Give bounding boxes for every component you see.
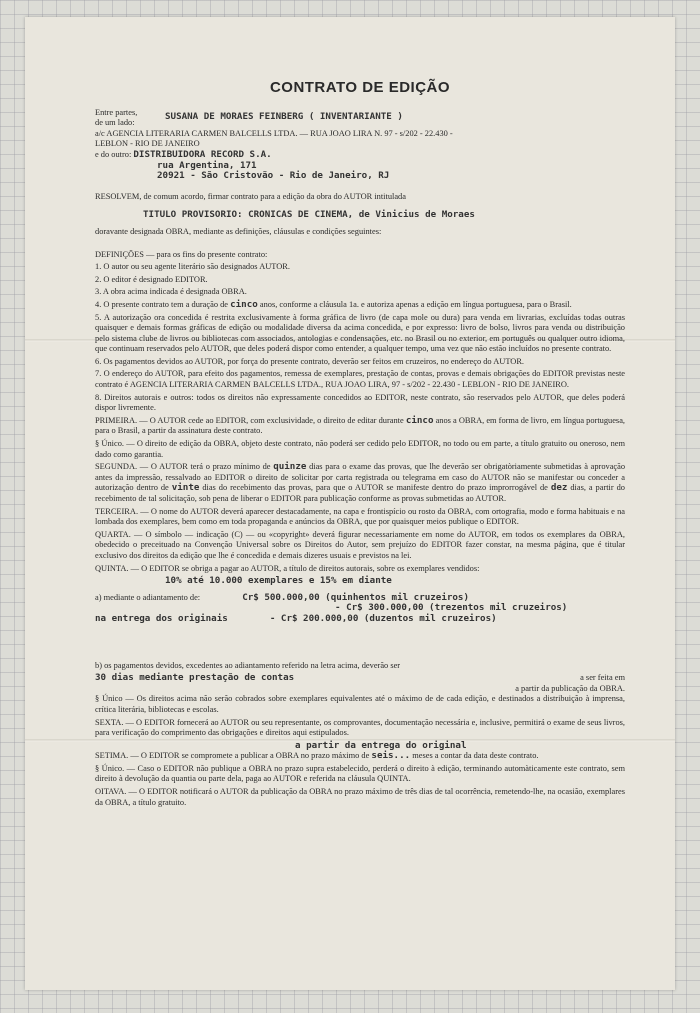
clause-oitava: OITAVA. — O EDITOR notificará o AUTOR da publicação da OBRA no prazo máximo de três dias de tal ocorrência, remetendo-lhe, na ocasião, exemplares da OBRA, a título gratuito. (95, 787, 625, 807)
definition-7: 7. O endereço do AUTOR, para efeito dos pagamentos, remessa de exemplares, prestação de contas, provas e demais obrigações do EDITOR previstas neste contrato é AGENCIA LITERARIA CARMEN BALCELLS LTDA., RUA JOAO LIRA, 97 - s/202 - 22.430 - LEBLON - RIO DE JANEIRO. (95, 369, 625, 390)
clause-quinta: QUINTA. — O EDITOR se obriga a pagar ao AUTOR, a título de direitos autorais, sobre os exemplares vendidos: (95, 563, 480, 573)
party-2-address: rua Argentina, 171 (157, 159, 257, 171)
contract-body (95, 77, 625, 810)
clause-quinta-b: b) os pagamentos devidos, excedentes ao adiantamento referido na letra acima, deverão ser (95, 660, 401, 670)
clause-quinta-b-end: a partir da publicação da OBRA. (515, 683, 625, 693)
clause-quinta-b-typed-row: 30 dias mediante prestação de contas a ser feita em (95, 672, 625, 684)
advance-line-3-row (95, 614, 625, 625)
clause-setima: SETIMA. — O EDITOR se compromete a publicar a OBRA no prazo máximo de seis... meses a contar da data deste contrato. (95, 750, 539, 762)
party-2-row: e do outro: DISTRIBUIDORA RECORD S.A. (95, 148, 272, 160)
definition-5: 5. A autorização ora concedida é restrita exclusivamente à forma gráfica de livro (de capa mole ou dura) para venda em livrarias, excluídas todas outras quaisquer e demais formas gráficas de edição ou modalidade diversa da acima concedida, e por expresso: livro de bolso, livros para venda ou distribuição pelo sistema clube de livros ou bibliotecas com associados, antologias e condensações, etc. no Brasil ou no exterior, em português ou qualquer outro idioma, que continuam reservados pelo AUTOR, que deles poderá dispor como entender, a qualquer tempo, uma vez que não estão incluídos no presente contrato. (95, 312, 625, 354)
clause-sexta: SEXTA. — O EDITOR fornecerá ao AUTOR ou seu representante, os comprovantes, documentação necessária e, inclusive, permitirá o exame de seus livros, para verificação do comprimento das obrigações e direitos aqui estipulados. (95, 717, 625, 738)
definitions-heading: DEFINIÇÕES — para os fins do presente contrato: (95, 249, 268, 259)
clause-setima-unico: § Único. — Caso o EDITOR não publique a OBRA no prazo supra estabelecido, perderá o direito à edição, terminando automàticamente este contrato, sem direito à devolução da quantia ou parte dela, paga ao AUTOR e referida na cláusula QUINTA. (95, 763, 625, 784)
definition-6: 6. Os pagamentos devidos ao AUTOR, por força do presente contrato, deverão ser feitos em cruzeiros, no endereço do AUTOR. (95, 356, 525, 366)
clause-quarta: QUARTA. — O símbolo — indicação (C) — ou «copyright» deverá figurar necessariamente em nome do AUTOR, em todos os exemplares da OBRA, obedecido o preceituado na Convenção Universal sobre os Direitos do Autor, sem prejuízo do EDITOR fazer constar, na mesma página, que é titular exclusivo dos direitos da edição que lhe é concedida e demais dizeres usuais e previstos na lei. (95, 529, 625, 560)
definition-2: 2. O editor é designado EDITOR. (95, 274, 208, 284)
definition-8: 8. Direitos autorais e outros: todos os direitos não expressamente concedidos ao EDITOR, neste contrato, são reservados pelo AUTOR, que deles poderá dispor livremente. (95, 392, 625, 413)
setima-typed-note: a partir da entrega do original (295, 739, 467, 751)
clause-primeira-unico: § Único. — O direito de edição da OBRA, objeto deste contrato, não poderá ser cedido pelo EDITOR, no todo ou em parte, a título gratuito ou oneroso, nem dado como garantia. (95, 439, 625, 459)
definition-4: 4. O presente contrato tem a duração de cinco anos, conforme a cláusula 1a. e autoriza apenas a edição em língua portuguesa, para o Brasil. (95, 298, 572, 310)
advance-total: Cr$ 500.000,00 (quinhentos mil cruzeiros) (242, 591, 469, 603)
clause-primeira: PRIMEIRA. — O AUTOR cede ao EDITOR, com exclusividade, o direito de editar durante cinco anos a OBRA, em forma de livro, em língua portuguesa, para o Brasil, a partir da assinatura deste contrato. (95, 414, 626, 436)
page-title: CONTRATO DE EDIÇÃO (269, 79, 451, 96)
party-2-city: 20921 - São Cristovão - Rio de Janeiro, RJ (157, 170, 390, 182)
advance-total-row: a) mediante o adiantamento de: Cr$ 500.000,00 (quinhentos mil cruzeiros) (95, 591, 469, 603)
clause-quinta-unico: § Único — Os direitos acima não serão cobrados sobre exemplares equivalentes até o máximo de de cada edição, e destinados a distribuição à imprensa, crítica literária, bibliotecas e escolas. (95, 694, 625, 714)
work-title: TITULO PROVISORIO: CRONICAS DE CINEMA, de Vinicius de Moraes (143, 209, 475, 221)
party-1-name: SUSANA DE MORAES FEINBERG ( INVENTARIANTE ) (165, 110, 403, 122)
definition-1: 1. O autor ou seu agente literário são designados AUTOR. (95, 262, 290, 272)
contract-page (25, 17, 675, 990)
definition-3: 3. A obra acima indicada é designada OBRA. (95, 287, 247, 297)
clause-terceira: TERCEIRA. — O nome do AUTOR deverá aparecer destacadamente, na capa e frontispício ou rosto da OBRA, com ortografia, modo e forma habituais e na lombada dos exemplares, bem como em toda propaganda e anúncios da OBRA, que por quaisquer meios publique o EDITOR. (95, 506, 625, 527)
resolvem-text: RESOLVEM, de comum acordo, firmar contrato para a edição da obra do AUTOR intitulada (95, 191, 406, 201)
advance-line-2: - Cr$ 300.000,00 (trezentos mil cruzeiros) (335, 602, 568, 614)
party-1-row: Entre partes, de um lado: SUSANA DE MORAES FEINBERG ( INVENTARIANTE ) (95, 107, 403, 128)
party-1-city: LEBLON - RIO DE JANEIRO (95, 139, 200, 149)
party-1-agent: a/c AGENCIA LITERARIA CARMEN BALCELLS LTDA. — RUA JOAO LIRA N. 97 - s/202 - 22.430 - (95, 128, 453, 138)
clause-segunda: SEGUNDA. — O AUTOR terá o prazo mínimo de quinze dias para o exame das provas, que lhe deverão ser obrigatòriamente submetidas à aprovação antes da impressão, ressalvado ao EDITOR o direito de solicitar por carta registrada ou telegrama em caso do AUTOR não se manifestar ou conceder a autorização dentro de vinte dias do recebimento das provas, para que o AUTOR se manifeste dentro do prazo improrrogável de dez dias, a partir do recebimento de tal solicitação, sob pena de liberar o EDITOR para publicação conforme as provas submetidas ao AUTOR. (95, 461, 626, 503)
party-2-name: DISTRIBUIDORA RECORD S.A. (133, 148, 272, 160)
advance-line-3: - Cr$ 200.000,00 (duzentos mil cruzeiros) (269, 612, 497, 624)
doravante-text: doravante designada OBRA, mediante as definições, cláusulas e condições seguintes: (95, 226, 382, 236)
royalty-rates: 10% até 10.000 exemplares e 15% em diante (165, 575, 392, 587)
advance-line-3-label: na entrega dos originais (95, 612, 228, 624)
